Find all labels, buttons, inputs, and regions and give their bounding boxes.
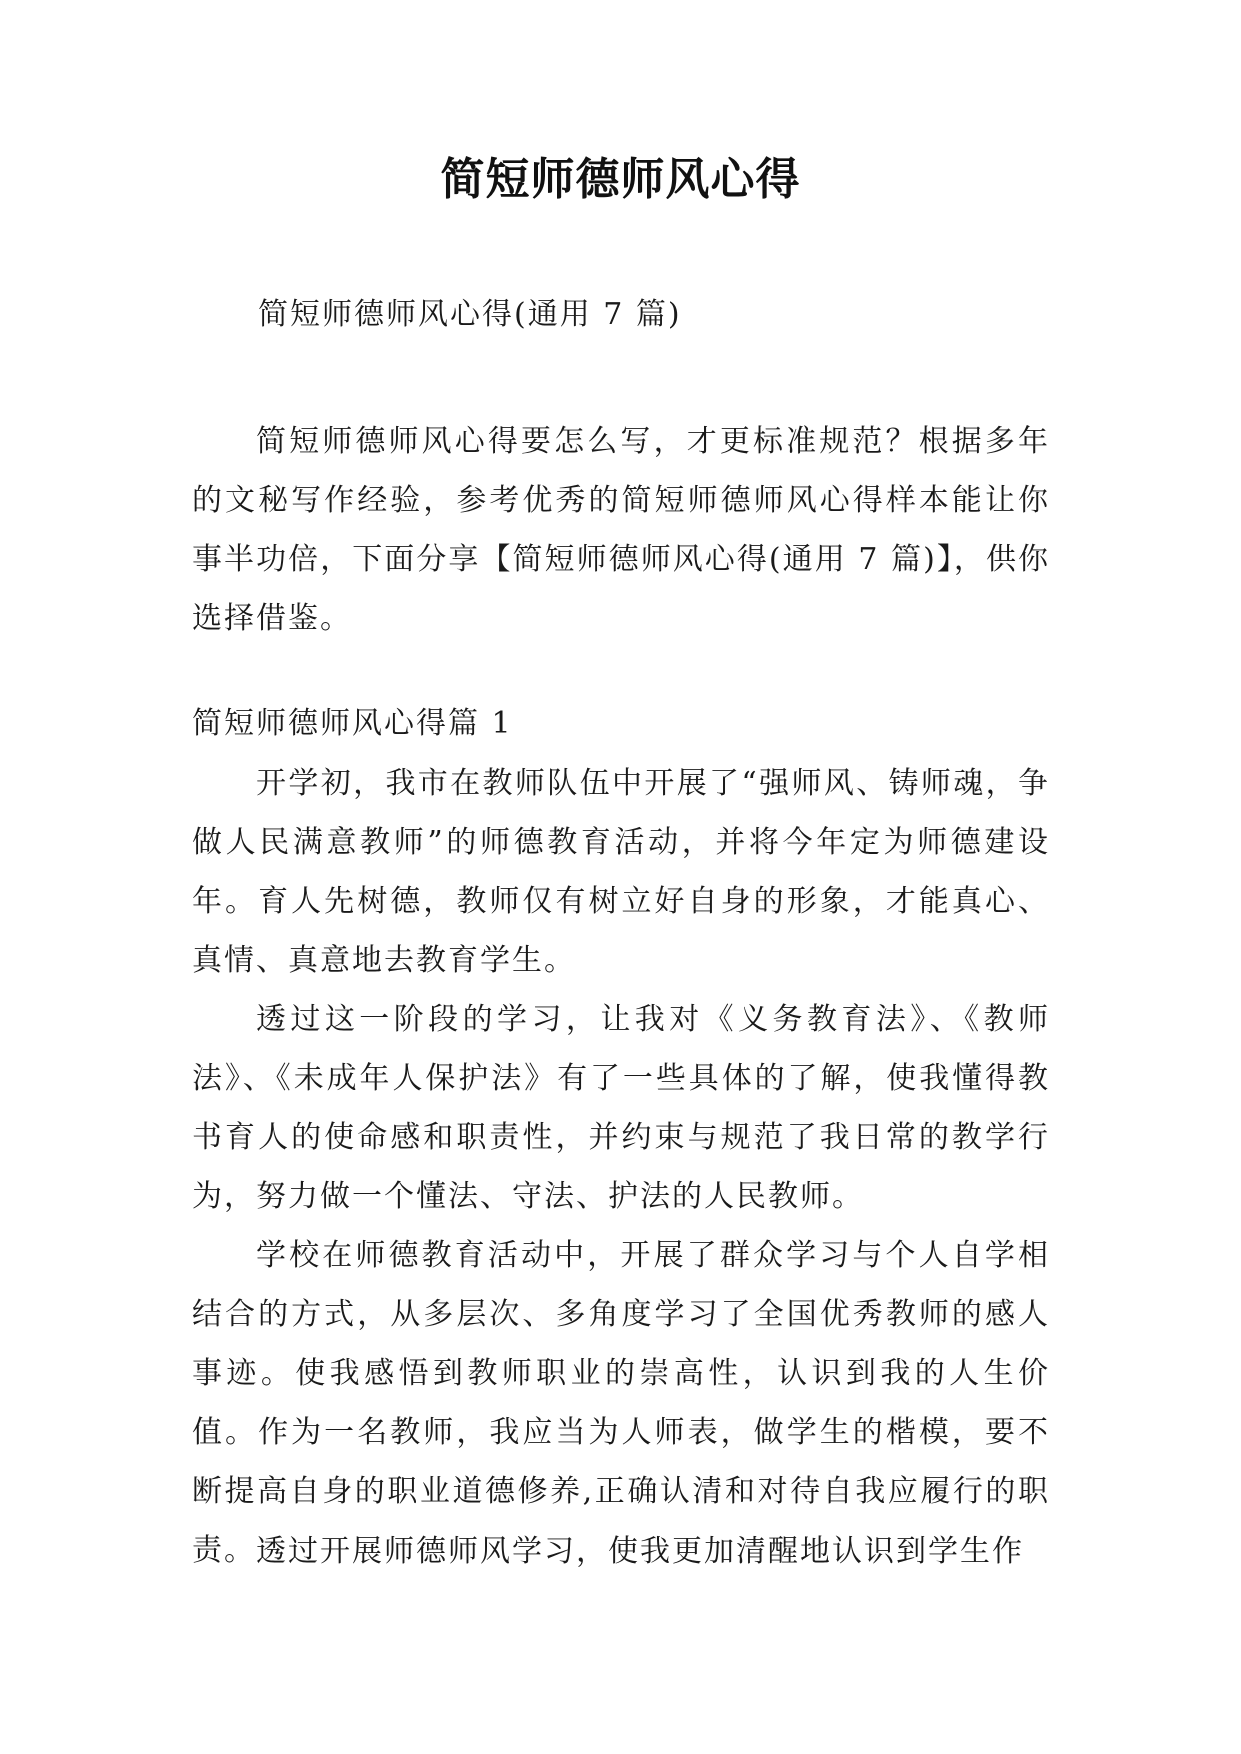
intro-paragraph: 简短师德师风心得要怎么写，才更标准规范？根据多年的文秘写作经验，参考优秀的简短师德师风心得样本能让你事半功倍，下面分享【简短师德师风心得(通用 7 篇)】，供你选择借鉴。 (192, 424, 1050, 636)
document-subtitle: 简短师德师风心得(通用 7 篇) (258, 297, 682, 332)
document-title: 简短师德师风心得 (440, 154, 801, 205)
body-paragraph: 学校在师德教育活动中，开展了群众学习与个人自学相结合的方式，从多层次、多角度学习了全国优秀教师的感人事迹。使我感悟到教师职业的崇高性，认识到我的人生价值。作为一名教师，我应当为人师表，做学生的楷模，要不断提高自身的职业道德修养,正确认清和对待自我应履行的职责。 (192, 1238, 1050, 1568)
body-paragraph: 透过这一阶段的学习，让我对《义务教育法》、《教师法》、《未成年人保护法》有了一些具体的了解，使我懂得教书育人的使命感和职责性，并约束与规范了我日常的教学行为，努力做一个懂法、守法、护法的人民教师。 (192, 1002, 1050, 1214)
body-paragraph: 透过开展师德师风学习，使我更加清醒地认识到学生作 (256, 1534, 1024, 1569)
body-paragraph: 开学初，我市在教师队伍中开展了“强师风、铸师魂，争做人民满意教师”的师德教育活动，并将今年定为师德建设年。育人先树德，教师仅有树立好自身的形象，才能真心、真情、真意地去教育学生。 (192, 766, 1050, 978)
section-heading: 简短师德师风心得篇 1 (192, 706, 513, 741)
